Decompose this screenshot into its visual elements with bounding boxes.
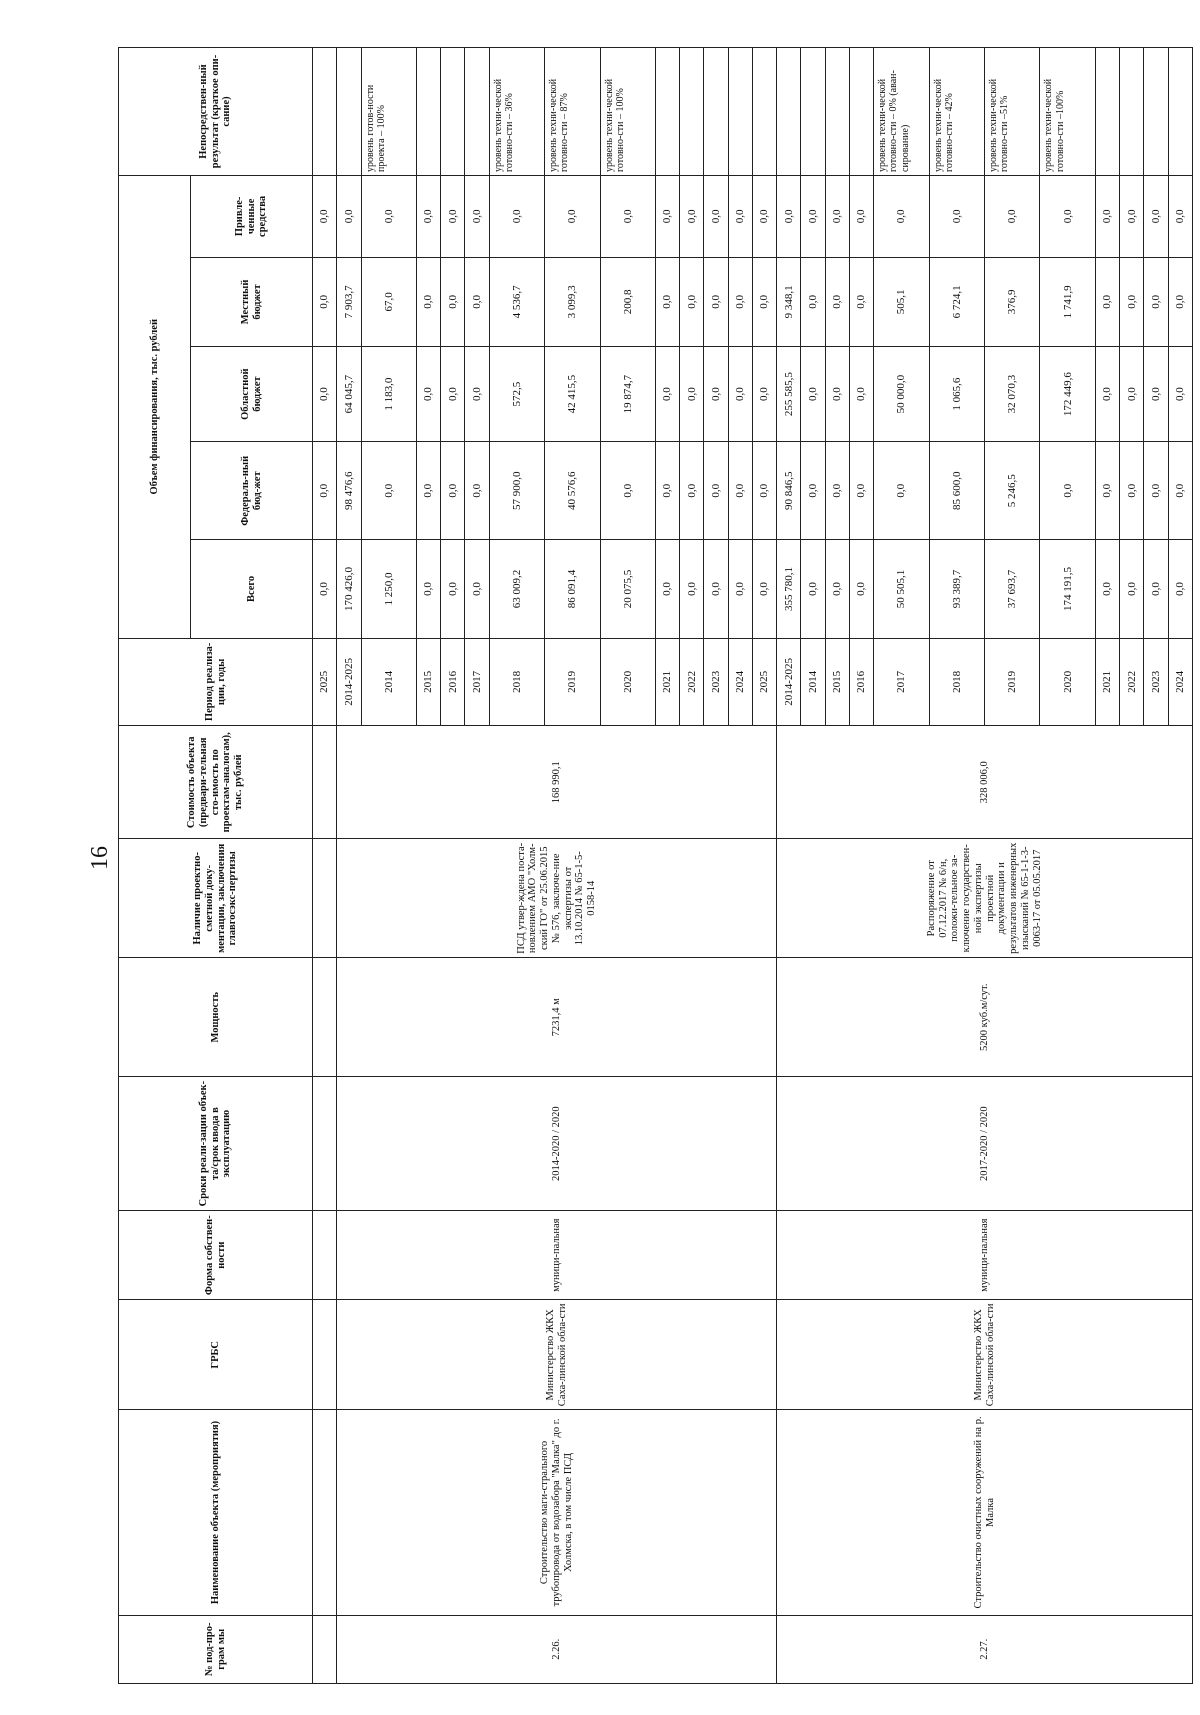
federal-budget-cell: 0,0 <box>1144 442 1168 540</box>
total-cell: 174 191,5 <box>1040 540 1095 638</box>
attracted-funds-cell: 0,0 <box>929 176 984 258</box>
result-cell <box>416 48 440 176</box>
attracted-funds-cell: 0,0 <box>728 176 752 258</box>
federal-budget-cell: 0,0 <box>416 442 440 540</box>
header-federal: Федераль-ный бюд-жет <box>191 442 313 540</box>
header-name: Наименование объекта (мероприятия) <box>119 1410 313 1615</box>
federal-budget-cell: 0,0 <box>361 442 416 540</box>
period-cell: 2020 <box>600 638 655 726</box>
local-budget-cell: 200,8 <box>600 257 655 346</box>
object-ownership: муници-пальная <box>337 1211 777 1300</box>
period-cell: 2014 <box>361 638 416 726</box>
total-cell: 0,0 <box>825 540 849 638</box>
empty-cell <box>313 726 337 839</box>
local-budget-cell: 1 741,9 <box>1040 257 1095 346</box>
total-cell: 93 389,7 <box>929 540 984 638</box>
result-cell <box>465 48 489 176</box>
federal-budget-cell: 57 900,0 <box>489 442 544 540</box>
object-number: 2.27. <box>777 1615 1193 1683</box>
regional-budget-cell: 0,0 <box>1144 347 1168 442</box>
period-cell: 2023 <box>704 638 728 726</box>
attracted-funds-cell: 0,0 <box>600 176 655 258</box>
attracted-funds-cell: 0,0 <box>655 176 679 258</box>
header-terms: Сроки реали-зации объек-та/срок ввода в эксплуатацию <box>119 1077 313 1211</box>
regional-budget-cell: 172 449,6 <box>1040 347 1095 442</box>
empty-cell <box>313 1300 337 1410</box>
result-cell <box>777 48 801 176</box>
total-cell: 63 009,2 <box>489 540 544 638</box>
header-num: № под-про-грам мы <box>119 1615 313 1683</box>
object-grbs: Министерство ЖКХ Саха-линской обла-сти <box>777 1300 1193 1410</box>
regional-budget-cell: 19 874,7 <box>600 347 655 442</box>
total-cell: 20 075,5 <box>600 540 655 638</box>
attracted-funds-cell: 0,0 <box>441 176 465 258</box>
result-cell: уровень техни-ческой готовно-сти –51% <box>985 48 1040 176</box>
total-cell: 37 693,7 <box>985 540 1040 638</box>
attracted-funds-cell: 0,0 <box>801 176 825 258</box>
federal-budget-cell: 0,0 <box>655 442 679 540</box>
regional-budget-cell: 0,0 <box>313 347 337 442</box>
attracted-funds-cell: 0,0 <box>1168 176 1192 258</box>
federal-budget-cell: 5 246,5 <box>985 442 1040 540</box>
result-cell: уровень техни-ческой готовно-сти – 87% <box>545 48 600 176</box>
total-cell: 0,0 <box>416 540 440 638</box>
regional-budget-cell: 0,0 <box>1120 347 1144 442</box>
result-cell <box>825 48 849 176</box>
attracted-funds-cell: 0,0 <box>1120 176 1144 258</box>
total-cell: 0,0 <box>313 540 337 638</box>
total-cell: 0,0 <box>1120 540 1144 638</box>
total-cell: 86 091,4 <box>545 540 600 638</box>
period-cell: 2022 <box>680 638 704 726</box>
total-cell: 0,0 <box>1168 540 1192 638</box>
local-budget-cell: 0,0 <box>416 257 440 346</box>
local-budget-cell: 0,0 <box>465 257 489 346</box>
regional-budget-cell: 50 000,0 <box>874 347 929 442</box>
object-cost: 168 990,1 <box>337 726 777 839</box>
federal-budget-cell: 40 576,6 <box>545 442 600 540</box>
total-cell: 355 780,1 <box>777 540 801 638</box>
header-local: Местный бюджет <box>191 257 313 346</box>
attracted-funds-cell: 0,0 <box>680 176 704 258</box>
table-row <box>777 48 801 1684</box>
attracted-funds-cell: 0,0 <box>1040 176 1095 258</box>
object-cost: 328 006,0 <box>777 726 1193 839</box>
result-cell: уровень техни-ческой готовно-сти – 42% <box>929 48 984 176</box>
object-capacity: 7231,4 м <box>337 958 777 1077</box>
attracted-funds-cell: 0,0 <box>313 176 337 258</box>
regional-budget-cell: 572,5 <box>489 347 544 442</box>
table-row <box>313 48 337 1684</box>
empty-cell <box>313 839 337 958</box>
federal-budget-cell: 0,0 <box>825 442 849 540</box>
header-regional: Областной бюджет <box>191 347 313 442</box>
federal-budget-cell: 0,0 <box>728 442 752 540</box>
federal-budget-cell: 0,0 <box>801 442 825 540</box>
period-cell: 2018 <box>929 638 984 726</box>
federal-budget-cell: 0,0 <box>313 442 337 540</box>
regional-budget-cell: 0,0 <box>704 347 728 442</box>
regional-budget-cell: 0,0 <box>849 347 873 442</box>
federal-budget-cell: 0,0 <box>600 442 655 540</box>
period-cell: 2017 <box>465 638 489 726</box>
period-cell: 2025 <box>752 638 776 726</box>
header-capacity: Мощность <box>119 958 313 1077</box>
regional-budget-cell: 255 585,5 <box>777 347 801 442</box>
federal-budget-cell: 0,0 <box>874 442 929 540</box>
result-cell <box>1144 48 1168 176</box>
period-cell: 2015 <box>416 638 440 726</box>
federal-budget-cell: 0,0 <box>1095 442 1119 540</box>
period-cell: 2020 <box>1040 638 1095 726</box>
attracted-funds-cell: 0,0 <box>361 176 416 258</box>
total-cell: 0,0 <box>680 540 704 638</box>
object-psd: ПСД утвер-ждена поста-новлением АМО "Холм-ский ГО" от 25.06.2015 № 576, заключе-ние экспертизы от 13.10.2014 № 65-1-5-0158-14 <box>337 839 777 958</box>
local-budget-cell: 0,0 <box>849 257 873 346</box>
result-cell: уровень техни-ческой готовно-сти –100% <box>1040 48 1095 176</box>
attracted-funds-cell: 0,0 <box>752 176 776 258</box>
federal-budget-cell: 0,0 <box>1168 442 1192 540</box>
header-psd: Наличие проектно-сметной доку-ментации, заключения главгосэкс-пертизы <box>119 839 313 958</box>
local-budget-cell: 505,1 <box>874 257 929 346</box>
regional-budget-cell: 0,0 <box>801 347 825 442</box>
federal-budget-cell: 0,0 <box>1120 442 1144 540</box>
result-cell <box>1168 48 1192 176</box>
object-ownership: муници-пальная <box>777 1211 1193 1300</box>
attracted-funds-cell: 0,0 <box>1095 176 1119 258</box>
regional-budget-cell: 0,0 <box>825 347 849 442</box>
federal-budget-cell: 0,0 <box>680 442 704 540</box>
total-cell: 0,0 <box>728 540 752 638</box>
header-attracted: Привле-ченные средства <box>191 176 313 258</box>
attracted-funds-cell: 0,0 <box>704 176 728 258</box>
federal-budget-cell: 85 600,0 <box>929 442 984 540</box>
local-budget-cell: 0,0 <box>1095 257 1119 346</box>
period-cell: 2025 <box>313 638 337 726</box>
result-cell: уровень готов-ности проекта – 100% <box>361 48 416 176</box>
period-cell: 2016 <box>849 638 873 726</box>
header-funding-group: Объем финансирования, тыс. рублей <box>119 176 191 639</box>
period-cell: 2024 <box>728 638 752 726</box>
table-row <box>337 48 361 1684</box>
local-budget-cell: 4 536,7 <box>489 257 544 346</box>
regional-budget-cell: 42 415,5 <box>545 347 600 442</box>
local-budget-cell: 9 348,1 <box>777 257 801 346</box>
local-budget-cell: 0,0 <box>825 257 849 346</box>
regional-budget-cell: 1 065,6 <box>929 347 984 442</box>
local-budget-cell: 0,0 <box>1144 257 1168 346</box>
result-cell <box>849 48 873 176</box>
total-cell: 0,0 <box>849 540 873 638</box>
federal-budget-cell: 0,0 <box>752 442 776 540</box>
federal-budget-cell: 0,0 <box>704 442 728 540</box>
result-cell <box>728 48 752 176</box>
period-cell: 2015 <box>825 638 849 726</box>
result-cell <box>1095 48 1119 176</box>
regional-budget-cell: 0,0 <box>416 347 440 442</box>
result-cell <box>680 48 704 176</box>
header-result: Непосредствен-ный результат (краткое опи-сание) <box>119 48 313 176</box>
regional-budget-cell: 0,0 <box>655 347 679 442</box>
federal-budget-cell: 0,0 <box>465 442 489 540</box>
federal-budget-cell: 90 846,5 <box>777 442 801 540</box>
period-cell: 2022 <box>1120 638 1144 726</box>
object-name: Строительство маги-стрального трубопровода от водозабора "Малка" до г. Холмска, в том числе ПСД <box>337 1410 777 1615</box>
regional-budget-cell: 1 183,0 <box>361 347 416 442</box>
local-budget-cell: 7 903,7 <box>337 257 361 346</box>
header-cost: Стоимость объекта (предвари-тельная сто-имость по проектам-аналогам), тыс. рублей <box>119 726 313 839</box>
object-terms: 2017-2020 / 2020 <box>777 1077 1193 1211</box>
page-number: 16 <box>87 846 113 870</box>
period-cell: 2021 <box>655 638 679 726</box>
header-grbs: ГРБС <box>119 1300 313 1410</box>
period-cell: 2023 <box>1144 638 1168 726</box>
empty-cell <box>313 1211 337 1300</box>
local-budget-cell: 0,0 <box>1120 257 1144 346</box>
object-grbs: Министерство ЖКХ Саха-линской обла-сти <box>337 1300 777 1410</box>
total-cell: 0,0 <box>1144 540 1168 638</box>
object-psd: Распоряжение от 07.12.2017 № 6/н, положи-тельное за-ключение государствен-ной экспертизы проектной документации и результатов инженерных изысканий № 65-1-1-3-0063-17 от 05.05.2017 <box>777 839 1193 958</box>
result-cell <box>752 48 776 176</box>
attracted-funds-cell: 0,0 <box>337 176 361 258</box>
result-cell <box>441 48 465 176</box>
result-cell: уровень техни-ческой готовно-сти – 0% (аван-сирование) <box>874 48 929 176</box>
local-budget-cell: 0,0 <box>680 257 704 346</box>
header-ownership: Форма собствен-ности <box>119 1211 313 1300</box>
object-terms: 2014-2020 / 2020 <box>337 1077 777 1211</box>
total-cell: 0,0 <box>1095 540 1119 638</box>
federal-budget-cell: 0,0 <box>849 442 873 540</box>
period-cell: 2019 <box>545 638 600 726</box>
local-budget-cell: 0,0 <box>655 257 679 346</box>
attracted-funds-cell: 0,0 <box>1144 176 1168 258</box>
investment-table <box>118 47 1193 1684</box>
period-cell: 2024 <box>1168 638 1192 726</box>
attracted-funds-cell: 0,0 <box>545 176 600 258</box>
period-cell: 2018 <box>489 638 544 726</box>
total-cell: 50 505,1 <box>874 540 929 638</box>
local-budget-cell: 0,0 <box>752 257 776 346</box>
federal-budget-cell: 0,0 <box>441 442 465 540</box>
result-cell: уровень техни-ческой готовно-сти – 100% <box>600 48 655 176</box>
header-period: Период реализа-ции, годы <box>119 638 313 726</box>
federal-budget-cell: 98 476,6 <box>337 442 361 540</box>
local-budget-cell: 0,0 <box>313 257 337 346</box>
attracted-funds-cell: 0,0 <box>825 176 849 258</box>
object-number: 2.26. <box>337 1615 777 1683</box>
empty-cell <box>313 958 337 1077</box>
result-cell <box>1120 48 1144 176</box>
attracted-funds-cell: 0,0 <box>489 176 544 258</box>
result-cell <box>337 48 361 176</box>
object-capacity: 5200 куб.м/сут. <box>777 958 1193 1077</box>
regional-budget-cell: 0,0 <box>1095 347 1119 442</box>
total-cell: 0,0 <box>465 540 489 638</box>
attracted-funds-cell: 0,0 <box>874 176 929 258</box>
empty-cell <box>313 1077 337 1211</box>
period-cell: 2014 <box>801 638 825 726</box>
regional-budget-cell: 0,0 <box>441 347 465 442</box>
attracted-funds-cell: 0,0 <box>849 176 873 258</box>
total-cell: 0,0 <box>704 540 728 638</box>
total-cell: 0,0 <box>752 540 776 638</box>
period-cell: 2021 <box>1095 638 1119 726</box>
empty-cell <box>313 1615 337 1683</box>
regional-budget-cell: 0,0 <box>465 347 489 442</box>
attracted-funds-cell: 0,0 <box>985 176 1040 258</box>
result-cell <box>655 48 679 176</box>
regional-budget-cell: 0,0 <box>1168 347 1192 442</box>
regional-budget-cell: 32 070,3 <box>985 347 1040 442</box>
period-cell: 2017 <box>874 638 929 726</box>
local-budget-cell: 0,0 <box>441 257 465 346</box>
empty-cell <box>313 1410 337 1615</box>
regional-budget-cell: 0,0 <box>680 347 704 442</box>
result-cell <box>313 48 337 176</box>
federal-budget-cell: 0,0 <box>1040 442 1095 540</box>
local-budget-cell: 0,0 <box>1168 257 1192 346</box>
table-body <box>313 48 1193 1684</box>
period-cell: 2014-2025 <box>337 638 361 726</box>
local-budget-cell: 0,0 <box>704 257 728 346</box>
total-cell: 0,0 <box>441 540 465 638</box>
result-cell <box>801 48 825 176</box>
result-cell <box>704 48 728 176</box>
total-cell: 0,0 <box>655 540 679 638</box>
result-cell: уровень техни-ческой готовно-сти – 36% <box>489 48 544 176</box>
regional-budget-cell: 0,0 <box>728 347 752 442</box>
attracted-funds-cell: 0,0 <box>465 176 489 258</box>
total-cell: 170 426,0 <box>337 540 361 638</box>
local-budget-cell: 376,9 <box>985 257 1040 346</box>
local-budget-cell: 0,0 <box>801 257 825 346</box>
local-budget-cell: 0,0 <box>728 257 752 346</box>
total-cell: 1 250,0 <box>361 540 416 638</box>
regional-budget-cell: 0,0 <box>752 347 776 442</box>
attracted-funds-cell: 0,0 <box>416 176 440 258</box>
local-budget-cell: 67,0 <box>361 257 416 346</box>
object-name: Строительство очистных сооружений на р. Малка <box>777 1410 1193 1615</box>
attracted-funds-cell: 0,0 <box>777 176 801 258</box>
period-cell: 2019 <box>985 638 1040 726</box>
local-budget-cell: 6 724,1 <box>929 257 984 346</box>
regional-budget-cell: 64 045,7 <box>337 347 361 442</box>
rotated-table-wrapper <box>118 47 1193 1684</box>
period-cell: 2016 <box>441 638 465 726</box>
total-cell: 0,0 <box>801 540 825 638</box>
period-cell: 2014-2025 <box>777 638 801 726</box>
header-total: Всего <box>191 540 313 638</box>
local-budget-cell: 3 099,3 <box>545 257 600 346</box>
